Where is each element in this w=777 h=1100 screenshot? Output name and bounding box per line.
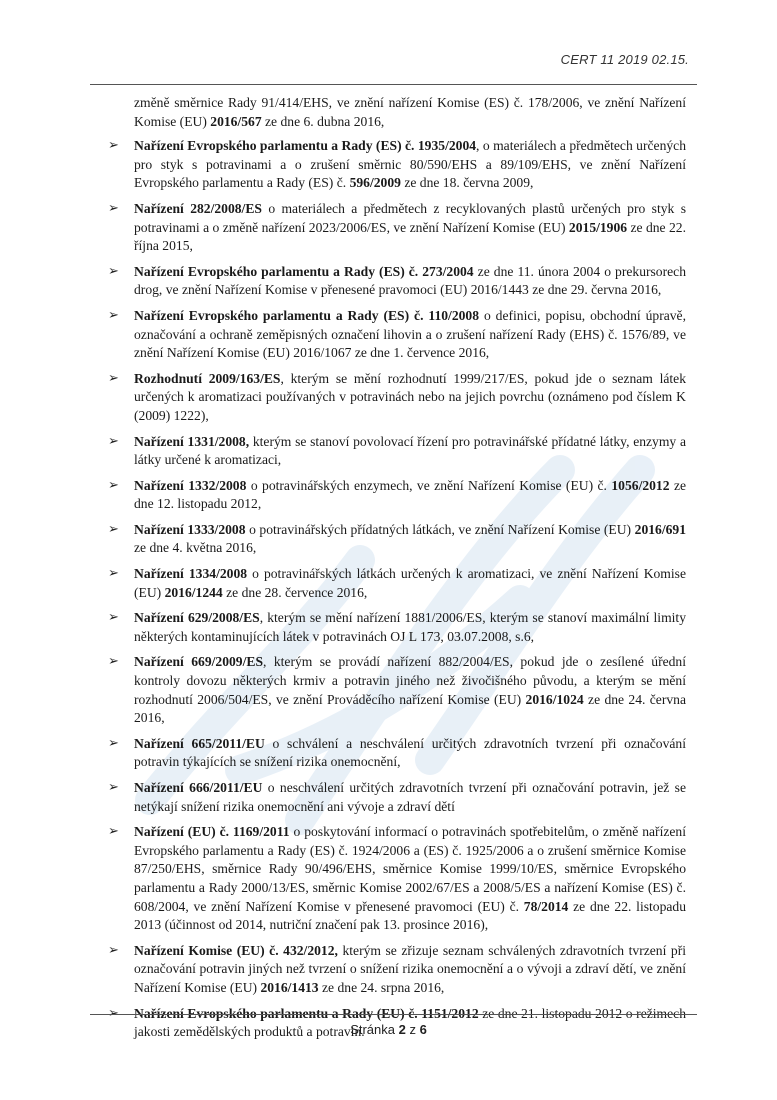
list-item [108, 521, 686, 558]
item-text: ze dne 28. července 2016, [222, 584, 368, 600]
item-bold-text: Nařízení 665/2011/EU [134, 735, 265, 751]
footer-page-total: 6 [419, 1022, 427, 1037]
item-bold-text: Nařízení Evropského parlamentu a Rady (ES) č. 110/2008 [134, 307, 480, 323]
item-bold-text: 2015/1906 [568, 219, 628, 235]
arrow-bullet-icon: ➢ [108, 138, 119, 154]
item-text: o potravinářských látkách určených k aromatizaci, ve znění Nařízení Komise (EU) [134, 566, 686, 600]
item-text: o definici, popisu, obchodní úpravě, označování a ochraně zeměpisných označení lihovin a o zrušení nařízení Rady (EHS) č. 1576/89, ve znění Nařízení Komise (EU) 2016/1067 ze dne 1. července 2016, [134, 307, 686, 361]
arrow-bullet-icon: ➢ [108, 780, 119, 795]
item-bold-text: 2016/1024 [525, 691, 584, 707]
item-text: , kterým se mění rozhodnutí 1999/217/ES, pokud jde o seznam látek určených k aromatizaci používaných v potravinách nebo na jejich povrchu (oznámeno pod číslem K (2009) 1222), [134, 370, 686, 423]
item-bold-text: 596/2009 [349, 175, 401, 191]
intro-tail: ze dne 6. dubna 2016, [261, 113, 385, 129]
item-text: o neschválení určitých zdravotních tvrzení při označování potravin, jež se netýkají snížení rizika onemocnění ani vývoje a zdraví dětí [134, 780, 686, 814]
header-divider [90, 84, 697, 85]
regulation-list [108, 94, 686, 1049]
item-text: ze dne 4. května 2016, [134, 540, 257, 556]
item-text: o schválení a neschválení určitých zdravotních tvrzení při označování potravin týkajících se snížení rizika onemocnění, [134, 735, 686, 770]
item-bold-text: Nařízení 1331/2008, [134, 433, 250, 449]
intro-bold: 2016/567 [210, 113, 262, 129]
item-text: , o materiálech a předmětech určených pro styk s potravinami a o zrušení směrnic 80/590/EHS a 89/109/EHS, ve znění Nařízení Evropského parlamentu a Rady (ES) č. [134, 138, 686, 191]
list-item [108, 433, 686, 470]
item-bold-text: 2016/1244 [164, 584, 223, 600]
list-item [108, 942, 686, 998]
list-item [108, 370, 686, 426]
arrow-bullet-icon: ➢ [108, 200, 119, 216]
item-text: o materiálech a předmětech z recyklovaných plastů určených pro styk s potravinami a o změně nařízení 2023/2006/ES, ve znění Nařízení Komise (EU) [134, 200, 686, 235]
footer-divider [90, 1014, 697, 1015]
list-item [108, 609, 686, 646]
list-item [108, 779, 686, 816]
intro-continuation [134, 94, 686, 131]
item-bold-text: 2016/691 [634, 521, 686, 537]
arrow-bullet-icon: ➢ [108, 824, 119, 840]
list-item [108, 735, 686, 772]
item-text: ze dne 24. srpna 2016, [318, 979, 445, 995]
item-bold-text: Nařízení Evropského parlamentu a Rady (ES) č. 273/2004 [134, 263, 474, 279]
item-text: ze dne 11. února 2004 o prekursorech drog, ve znění Nařízení Komise v přenesené pravomoci (EU) 2016/1443 ze dne 29. června 2016, [134, 263, 686, 298]
item-text: , kterým se provádí nařízení 882/2004/ES, pokud jde o zesílené úřední kontroly dovozu některých krmiv a potravin jiného než živočišného původu, a kterým se mění rozhodnutí 2006/504/ES, ve znění Prováděcího nařízení Komise (EU) [134, 654, 686, 707]
arrow-bullet-icon: ➢ [108, 433, 119, 449]
arrow-bullet-icon: ➢ [108, 263, 119, 279]
document-code: CERT 11 2019 02.15. [560, 52, 689, 67]
item-bold-text: 2016/1413 [260, 979, 319, 995]
item-bold-text: Nařízení 282/2008/ES [134, 200, 262, 216]
list-item [108, 137, 686, 193]
arrow-bullet-icon: ➢ [108, 942, 119, 958]
item-bold-text: Nařízení Komise (EU) č. 432/2012, [134, 942, 338, 958]
page-footer [0, 1022, 777, 1037]
list-item [108, 263, 686, 300]
list-item [108, 565, 686, 602]
list-item [108, 823, 686, 935]
item-bold-text: Nařízení 1332/2008 [134, 477, 247, 493]
item-bold-text: 1056/2012 [611, 477, 670, 493]
item-bold-text: Nařízení 1333/2008 [134, 521, 246, 537]
item-bold-text: Nařízení 629/2008/ES [134, 610, 260, 626]
item-bold-text: Rozhodnutí 2009/163/ES [134, 370, 281, 386]
item-text: ze dne 22. října 2015, [134, 219, 686, 254]
footer-separator: z [405, 1022, 420, 1037]
arrow-bullet-icon: ➢ [108, 610, 119, 626]
item-text: ze dne 22. listopadu 2013 (účinnost od 2014, nutriční značení pak 13. prosince 2016), [134, 898, 687, 933]
arrow-bullet-icon: ➢ [108, 370, 119, 386]
intro-text: změně směrnice Rady 91/414/EHS, ve znění nařízení Komise (ES) č. 178/2006, ve znění Nařízení Komise (EU) [134, 95, 686, 129]
item-bold-text: Nařízení Evropského parlamentu a Rady (ES) č. 1935/2004 [134, 138, 477, 154]
list-item [108, 477, 686, 514]
arrow-bullet-icon: ➢ [108, 735, 119, 751]
item-text: kterým se stanoví povolovací řízení pro potravinářské přídatné látky, enzymy a látky určené k aromatizaci, [134, 433, 686, 468]
item-bold-text: Nařízení (EU) č. 1169/2011 [134, 824, 290, 840]
list-item [108, 200, 686, 256]
item-bold-text: Nařízení 666/2011/EU [134, 780, 263, 795]
item-text: , kterým se mění nařízení 1881/2006/ES, kterým se stanoví maximální limity některých kontaminujících látek v potravinách OJ L 173, 03.07.2008, s.6, [134, 610, 686, 644]
item-text: o poskytování informací o potravinách spotřebitelům, o změně nařízení Evropského parlamentu a Rady (ES) č. 1924/2006 a (ES) č. 1925/2006 a o zrušení směrnice Komise 87/250/EHS, směrnice Rady 90/496/EHS, směrnice Komise 1999/10/ES, směrnice Evropského parlamentu a Rady 2000/13/ES, směrnic Komise 2002/67/ES a 2008/5/ES a nařízení Komise (ES) č. 608/2004, ve znění Nařízení Komise v přenesené pravomoci (EU) č. [134, 824, 686, 914]
item-text: kterým se zřizuje seznam schválených zdravotních tvrzení při označování potravin jiných než tvrzení o snížení rizika onemocnění a o vývoji a zdraví dětí, ve znění Nařízení Komise (EU) [134, 942, 687, 995]
footer-prefix: Stránka [350, 1022, 399, 1037]
arrow-bullet-icon: ➢ [108, 307, 119, 323]
list-item [108, 307, 686, 363]
footer-page-number: 2 [398, 1022, 406, 1037]
arrow-bullet-icon: ➢ [108, 521, 119, 537]
arrow-bullet-icon: ➢ [108, 566, 119, 582]
item-bold-text: Nařízení 669/2009/ES [134, 654, 264, 670]
list-item [108, 653, 686, 727]
item-bold-text: 78/2014 [523, 898, 569, 914]
items-container [108, 137, 686, 1042]
item-text: ze dne 18. června 2009, [400, 175, 534, 191]
item-text: ze dne 12. listopadu 2012, [134, 477, 687, 512]
arrow-bullet-icon: ➢ [108, 477, 119, 493]
item-text: o potravinářských enzymech, ve znění Nařízení Komise (EU) č. [246, 477, 612, 493]
item-text: ze dne 24. června 2016, [134, 691, 686, 726]
item-text: o potravinářských přídatných látkách, ve znění Nařízení Komise (EU) [245, 521, 635, 537]
item-bold-text: Nařízení 1334/2008 [134, 566, 248, 582]
item-text: jakosti zemědělských produktů a potravin. [134, 1024, 365, 1040]
arrow-bullet-icon: ➢ [108, 654, 119, 670]
